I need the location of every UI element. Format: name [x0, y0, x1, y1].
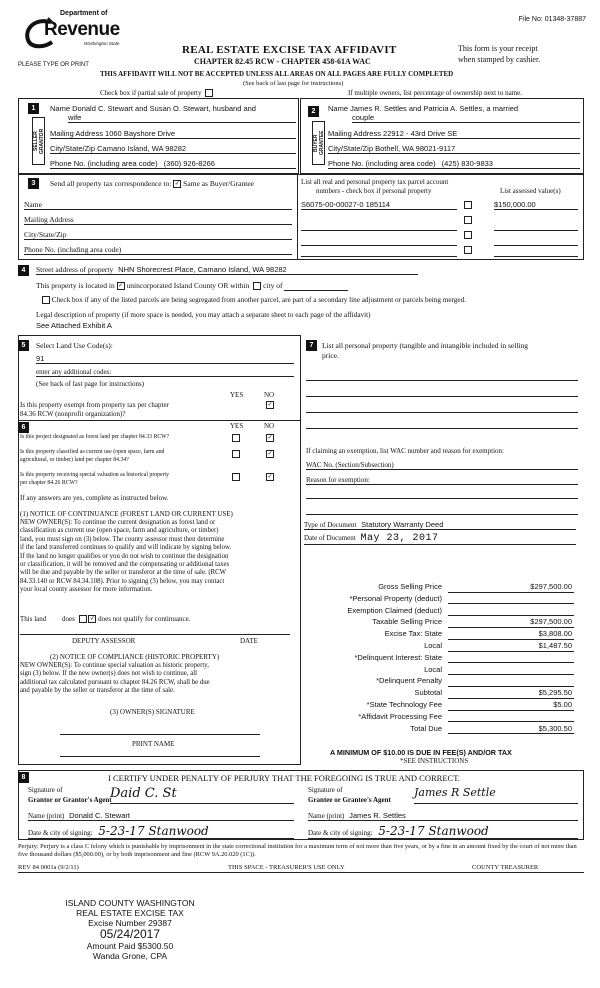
owner-signature-line[interactable] — [60, 728, 260, 735]
corr-phone-row — [24, 245, 292, 255]
forest-land-no-checkbox[interactable]: ✓ — [267, 435, 273, 441]
stamp-date: 05/24/2017 — [99, 927, 161, 941]
notice-continuance-line: NEW OWNER(S): To continue the current designation as forest land or — [20, 519, 216, 526]
unincorporated-label: unincorporated Island County OR within — [126, 281, 250, 290]
parcel-4-checkbox[interactable] — [464, 246, 472, 254]
historic-no-checkbox[interactable]: ✓ — [267, 474, 273, 480]
fee-value-underline — [448, 733, 574, 734]
wac-number-label: WAC No. (Section/Subsection) — [306, 461, 394, 469]
doc-date-label: Date of Document — [304, 534, 356, 542]
fee-label: Gross Selling Price — [378, 582, 442, 591]
parcel-3-checkbox[interactable] — [464, 231, 472, 239]
grantee-sig-label-1: Signature of — [308, 786, 343, 794]
doc-type-value[interactable]: Statutory Warranty Deed — [361, 520, 444, 529]
print-name-label: PRINT NAME — [132, 740, 175, 748]
grantee-date-row — [308, 824, 578, 839]
fee-label: Taxable Selling Price — [372, 617, 442, 627]
buyer-mailing-label: Mailing Address — [328, 129, 381, 138]
form-subtitle: CHAPTER 82.45 RCW - CHAPTER 458-61A WAC — [194, 57, 371, 66]
land-use-label: Select Land Use Code(s): — [36, 341, 113, 350]
fee-value-underline — [448, 627, 574, 628]
see-back-note: (See back of last page for instructions) — [243, 80, 344, 87]
wac-number-row — [306, 461, 578, 470]
personal-property-field-2[interactable] — [306, 392, 578, 397]
seller-phone-value[interactable]: (360) 926-8266 — [163, 159, 215, 168]
grantor-name-row — [28, 811, 294, 821]
exempt-question-2: 84.36 RCW (nonprofit organization)? — [20, 410, 126, 418]
partial-sale-checkbox[interactable] — [205, 89, 213, 97]
notice-continuance-line: land, you must sign on (3) below. The county assessor must then determine — [20, 535, 225, 543]
street-address-label: Street address of property — [36, 265, 114, 274]
seller-grantor-label: SELLER GRANTOR — [32, 117, 45, 165]
notice-continuance-line: will be due and payable by the seller or transferor at the time of sale. (RCW — [20, 569, 227, 577]
personal-property-field-3[interactable] — [306, 408, 578, 413]
fee-label: *Affidavit Processing Fee — [358, 711, 442, 721]
exemption-reason-line-3[interactable] — [306, 510, 578, 515]
notice-compliance-line: and payable by the seller or transferor at the time of sale. — [20, 687, 175, 695]
fee-label: *State Technology Fee — [366, 700, 442, 709]
owner-signature-label: (3) OWNER(S) SIGNATURE — [110, 708, 195, 716]
stamp-county: ISLAND COUNTY WASHINGTON — [65, 898, 195, 908]
section-7-number: 7 — [306, 340, 317, 351]
min-fee-note: A MINIMUM OF $10.00 IS DUE IN FEE(S) AND/OR TAX — [330, 748, 512, 757]
grantee-date-label: Date & city of signing: — [308, 829, 373, 837]
current-use-yes-checkbox[interactable] — [232, 450, 240, 458]
treasurer-use-label: THIS SPACE - TREASURER'S USE ONLY — [228, 864, 345, 871]
form-title: REAL ESTATE EXCISE TAX AFFIDAVIT — [182, 44, 397, 56]
assessed-value-3[interactable] — [494, 237, 578, 246]
section-4-number: 4 — [18, 265, 29, 276]
does-not-checkbox[interactable]: ✓ — [89, 616, 95, 623]
fee-value[interactable]: $5,295.50 — [538, 688, 572, 698]
exempt-no-checkbox[interactable]: ✓ — [267, 402, 273, 408]
grantee-date-value[interactable]: 5-23-17 Stanwood — [378, 824, 489, 838]
seller-city-row — [50, 144, 296, 154]
please-type: PLEASE TYPE OR PRINT — [18, 62, 89, 68]
buyer-grantee-label: BUYER GRANTEE — [312, 121, 325, 165]
notice-continuance-line: your local county assessor for more information. — [20, 586, 153, 594]
doc-date-row — [304, 533, 576, 545]
fee-label: *Delinquent Interest: State — [354, 652, 442, 662]
send-correspondence-label: Send all property tax correspondence to: — [50, 179, 172, 188]
located-row — [36, 281, 348, 291]
buyer-city-row — [328, 144, 580, 154]
notice-continuance-line: 84.33.140 or RCW 84.34.108). Prior to signing (3) below, you may contact — [20, 577, 225, 585]
notice-compliance-title: (2) NOTICE OF COMPLIANCE (HISTORIC PROPERTY) — [50, 653, 220, 661]
notice-continuance-body — [20, 519, 298, 595]
buyer-mailing-value[interactable]: 22912 - 43rd Drive SE — [383, 129, 458, 138]
notice-compliance-line: additional tax calculated pursuant to chapter 84.26 RCW, shall be due — [20, 678, 210, 686]
grantor-date-value[interactable]: 5-23-17 Stanwood — [98, 824, 209, 838]
county-treasurer-label: COUNTY TREASURER — [472, 864, 539, 871]
fee-label: Exemption Claimed (deduct) — [347, 605, 442, 615]
grantee-name-row — [308, 811, 578, 821]
fee-value[interactable]: $297,500.00 — [530, 617, 572, 627]
city-of-label: city of — [263, 281, 283, 290]
personal-property-field-1[interactable] — [306, 376, 578, 381]
continuance-row — [20, 615, 190, 623]
buyer-city-label: City/State/Zip — [328, 144, 374, 153]
segregated-label: Check box if any of the listed parcels are being segregated from another parcel, are part of a secondary line adjustment or parcels being merged. — [51, 296, 466, 304]
historic-question-1: Is this property receiving special valuation as historical property — [20, 472, 170, 478]
land-use-value[interactable]: 91 — [36, 354, 294, 364]
footer-rule — [18, 872, 584, 873]
fee-value-underline — [448, 592, 574, 593]
doc-type-label: Type of Document — [304, 521, 357, 529]
parcel-2-checkbox[interactable] — [464, 216, 472, 224]
grantor-date-label: Date & city of signing: — [28, 829, 93, 837]
grantee-name-label: Name (print) — [308, 812, 345, 820]
seller-mailing-label: Mailing Address — [50, 129, 103, 138]
buyer-name-row — [328, 104, 578, 113]
corr-mailing-row — [24, 215, 292, 225]
grantor-name-label: Name (print) — [28, 812, 65, 820]
same-as-buyer-label: Same as Buyer/Grantee — [183, 179, 254, 188]
parcel-number-1[interactable]: S6075-00-00027-0 185114 — [301, 200, 457, 210]
notice-compliance-body — [20, 662, 298, 696]
stamp-tax: REAL ESTATE EXCISE TAX — [76, 908, 184, 918]
fee-value-underline — [448, 615, 574, 616]
dor-revenue-label: Revenue — [44, 19, 120, 40]
fee-value-underline — [448, 674, 574, 675]
fee-value[interactable]: $297,500.00 — [530, 582, 572, 591]
assessed-value-1[interactable]: $150,000.00 — [494, 200, 578, 210]
corr-name-row — [24, 200, 292, 210]
if-yes-note: If any answers are yes, complete as instructed below. — [20, 494, 169, 502]
current-use-question-1: Is this property classified as current use (open space, farm and — [20, 449, 165, 455]
parcel-number-4[interactable] — [301, 252, 457, 257]
section-3-divider — [297, 174, 298, 260]
current-use-question-2: agricultural, or timber) land per chapter 84.34? — [20, 457, 129, 463]
sec6-no-header: NO — [264, 422, 275, 430]
historic-question-2: per chapter 84.26 RCW? — [20, 480, 78, 486]
seller-name-row — [50, 104, 294, 113]
fee-value-underline — [448, 603, 574, 604]
perjury-notice: Perjury: Perjury is a class C felony which is punishable by imprisonment in the state correctional institution for a maximum term of not more than five years, or by a fine in an amount fixed by the court of not more than five thousand dollars ($5,000.00), or by both imprisonment and fine (RCW 9A.20.020 (1C)). — [18, 843, 577, 858]
buyer-phone-value[interactable]: (425) 830-9833 — [441, 159, 493, 168]
personal-property-field-4[interactable] — [306, 424, 578, 429]
sec5-no-header: NO — [264, 391, 275, 399]
land-use-see-back: (See back of last page for instructions) — [36, 380, 145, 388]
qualify-label: qualify for continuance. — [123, 615, 191, 623]
fee-value[interactable]: $1,487.50 — [538, 641, 572, 650]
exempt-question-1: Is this property exempt from property tax per chapter — [20, 401, 169, 409]
fee-value[interactable]: $3,808.00 — [538, 629, 572, 639]
section-1-number: 1 — [28, 103, 39, 114]
parcel-header-2: numbers - check box if personal property — [316, 187, 432, 195]
unincorporated-checkbox[interactable]: ✓ — [118, 283, 124, 290]
fee-value[interactable]: $5,300.50 — [538, 723, 572, 733]
corr-phone-label: Phone No. (including area code) — [24, 245, 122, 254]
corr-city-label: City/State/Zip — [24, 230, 67, 239]
deputy-date-label: DATE — [240, 637, 258, 645]
seller-name-value[interactable]: Donald C. Stewart and Susan O. Stewart, husband and — [72, 104, 256, 113]
fee-value-underline — [448, 662, 574, 663]
send-correspondence-row — [50, 179, 254, 188]
buyer-mailing-row — [328, 129, 580, 139]
additional-codes-label: enter any additional codes: — [36, 368, 294, 377]
seller-phone-label: Phone No. (including area code) — [50, 159, 158, 168]
legal-description-value[interactable]: See Attached Exhibit A — [36, 321, 112, 330]
form-revision: REV 84 0001a (9/2/11) — [18, 864, 79, 871]
buyer-name-label: Name — [328, 104, 349, 113]
grantor-date-row — [28, 824, 294, 839]
corr-name-label: Name — [24, 200, 42, 209]
buyer-name-line2[interactable]: couple — [352, 113, 580, 123]
fee-label: Total Due — [410, 723, 442, 733]
warning-banner: THIS AFFIDAVIT WILL NOT BE ACCEPTED UNLESS ALL AREAS ON ALL PAGES ARE FULLY COMPLETED — [100, 70, 454, 78]
treasurer-stamp — [40, 898, 220, 961]
grantor-signature[interactable]: Daid C. St — [110, 786, 294, 804]
fee-label: *Delinquent Penalty — [376, 676, 442, 686]
assessed-value-4[interactable] — [494, 252, 578, 257]
exemption-reason-row — [306, 476, 578, 485]
sec6-yes-header: YES — [230, 422, 244, 430]
fee-value-underline — [448, 698, 574, 699]
seller-mailing-value[interactable]: 1060 Bayshore Drive — [105, 129, 176, 138]
doc-type-row — [304, 520, 576, 530]
deputy-assessor-line[interactable] — [20, 628, 290, 635]
notice-continuance-line: If the land no longer qualifies or you do not wish to continue the designation — [20, 552, 229, 560]
grantee-signature[interactable]: James R Settle — [414, 786, 578, 804]
does-not-label: does not — [98, 615, 122, 623]
parcel-1-checkbox[interactable] — [464, 201, 472, 209]
grantor-sig-label-1: Signature of — [28, 786, 63, 794]
notice-continuance-line: classification as current use (open space, farm and agriculture, or timber) — [20, 527, 219, 535]
fee-label: Subtotal — [414, 688, 442, 698]
fee-label: Local — [424, 664, 442, 674]
dor-dept-label: Department of — [60, 10, 108, 17]
seller-city-label: City/State/Zip — [50, 144, 96, 153]
exemption-reason-line-2[interactable] — [306, 494, 578, 499]
buyer-phone-label: Phone No. (including area code) — [328, 159, 436, 168]
stamp-amount: Amount Paid $5300.50 — [86, 941, 174, 951]
fee-value-underline — [448, 710, 574, 711]
forest-land-yes-checkbox[interactable] — [232, 434, 240, 442]
current-use-no-checkbox[interactable]: ✓ — [267, 451, 273, 457]
partial-sale-label: Check box if partial sale of property — [100, 89, 213, 97]
section-5-number: 5 — [18, 340, 29, 351]
same-as-buyer-checkbox[interactable]: ✓ — [174, 181, 180, 188]
grantor-sig-label-2: Grantor or Grantor's Agent — [28, 796, 112, 804]
legal-description-label: Legal description of property (if more space is needed, you may attach a separate sheet to each page of the affidavit) — [36, 311, 371, 319]
city-of-checkbox[interactable] — [253, 282, 261, 290]
parcel-number-2[interactable] — [301, 222, 457, 231]
notice-continuance-title: (1) NOTICE OF CONTINUANCE (FOREST LAND OR CURRENT USE) — [20, 510, 233, 518]
fee-label: Excise Tax: State — [384, 629, 442, 639]
exemption-claim-label: If claiming an exemption, list WAC number and reason for exemption: — [306, 447, 504, 455]
multiple-owners-note: If multiple owners, list percentage of ownership next to name. — [348, 89, 522, 97]
see-instructions-note: *SEE INSTRUCTIONS — [400, 757, 469, 765]
fee-value-underline — [448, 639, 574, 640]
section-2-number: 2 — [308, 106, 319, 117]
exemption-reason-label: Reason for exemption: — [306, 476, 370, 484]
sec5-yes-header: YES — [230, 391, 244, 399]
dor-logo — [22, 10, 127, 58]
buyer-name-value[interactable]: James R. Settles and Patricia A. Settles, a married — [350, 104, 519, 113]
corr-city-row — [24, 230, 292, 240]
notice-compliance-line: NEW OWNER(S): To continue special valuation as historic property, — [20, 662, 209, 669]
city-of-field[interactable] — [284, 281, 348, 291]
notice-compliance-line: sign (3) below. If the new owner(s) does not wish to continue, all — [20, 670, 197, 678]
receipt-note-2: when stamped by cashier. — [458, 55, 541, 64]
seller-name-line2[interactable]: wife — [68, 113, 296, 123]
grantor-name-value[interactable]: Donald C. Stewart — [69, 811, 130, 820]
buyer-phone-row — [328, 159, 580, 169]
section-6-divider — [18, 420, 301, 421]
certify-statement: I CERTIFY UNDER PENALTY OF PERJURY THAT THE FOREGOING IS TRUE AND CORRECT. — [108, 773, 460, 783]
fee-label: *Personal Property (deduct) — [349, 593, 442, 603]
deputy-assessor-label: DEPUTY ASSESSOR — [72, 637, 136, 645]
notice-continuance-line: or classification, it will be removed and the compensating or additional taxes — [20, 561, 230, 569]
forest-land-question: Is this project designated as forest land per chapter 84.33 RCW? — [20, 434, 170, 440]
corr-mailing-label: Mailing Address — [24, 215, 74, 224]
located-label: This property is located in — [36, 281, 115, 290]
grantee-sig-label-2: Grantee or Grantee's Agent — [308, 796, 391, 804]
seller-phone-row — [50, 159, 296, 169]
street-address-row — [36, 265, 418, 275]
notice-continuance-line: if the land transferred continues to qualify and will indicate by signing below. — [20, 544, 232, 552]
fee-value[interactable]: $5.00 — [553, 700, 572, 709]
personal-property-label-2: price. — [322, 351, 339, 360]
dor-state-label: Washington State — [84, 41, 120, 46]
section-6-number: 6 — [18, 422, 29, 433]
section-3-number: 3 — [28, 178, 39, 189]
file-number: File No: 01348-37887 — [518, 16, 586, 23]
buyer-city-value[interactable]: Bothell, WA 98021-9117 — [375, 144, 456, 153]
fee-value-underline — [448, 686, 574, 687]
assessed-value-2[interactable] — [494, 222, 578, 231]
segregated-checkbox[interactable] — [42, 296, 50, 304]
parcel-header-1: List all real and personal property tax parcel account — [301, 178, 449, 186]
seller-mailing-row — [50, 129, 296, 139]
section-8-number: 8 — [18, 772, 29, 783]
print-name-line[interactable] — [60, 752, 260, 757]
personal-property-label-1: List all personal property (tangible and intangible included in selling — [322, 341, 528, 350]
grantee-name-value[interactable]: James R. Settles — [349, 811, 406, 820]
receipt-note-1: This form is your receipt — [458, 44, 538, 53]
fee-value-underline — [448, 721, 574, 722]
does-checkbox[interactable] — [79, 615, 87, 623]
this-land-label: This land — [20, 615, 47, 623]
stamp-excise-number: Excise Number 29387 — [88, 918, 172, 928]
seller-name-label: Name — [50, 104, 71, 113]
street-address-value[interactable]: NHN Shorecrest Place, Camano Island, WA 98282 — [118, 265, 287, 274]
fee-value-underline — [448, 651, 574, 652]
seller-city-value[interactable]: Camano Island, WA 98282 — [97, 144, 187, 153]
assessed-header: List assessed value(s) — [500, 187, 561, 195]
stamp-signer: Wanda Grone, CPA — [92, 951, 168, 961]
doc-date-value[interactable]: May 23, 2017 — [360, 533, 439, 544]
fee-label: Local — [424, 641, 442, 650]
segregated-row — [40, 296, 466, 304]
does-label: does — [62, 615, 75, 623]
parcel-number-3[interactable] — [301, 237, 457, 246]
historic-yes-checkbox[interactable] — [232, 473, 240, 481]
